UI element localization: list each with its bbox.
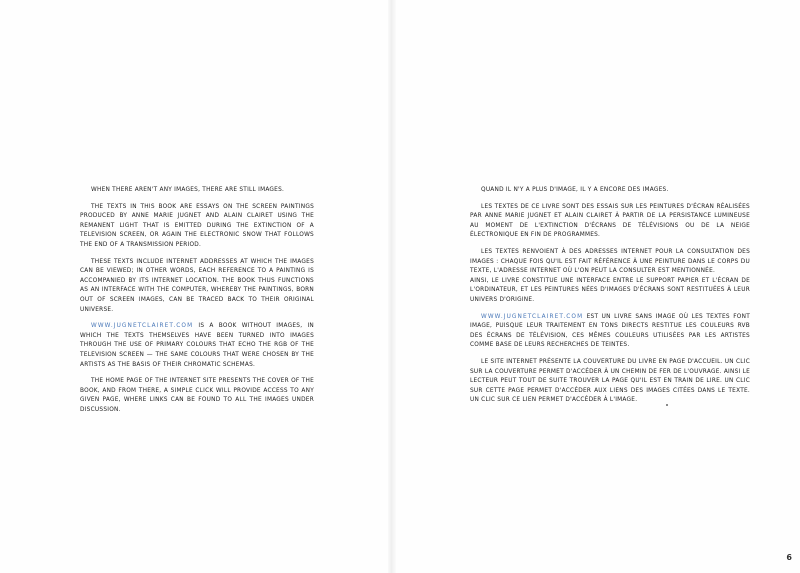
left-page — [0, 0, 388, 573]
french-paragraph-4: LE SITE INTERNET PRÉSENTE LA COUVERTURE DU LIVRE EN PAGE D'ACCUEIL. UN CLIC SUR LA COUVERTURE PERMET D'ACCÉDER À UN CHEMIN DE FER DE L'OUVRAGE. AINSI LE LECTEUR PEUT TOUT DE SUITE TROUVER LA PAGE QU'IL EST EN TRAIN DE LIRE. UN CLIC SUR CETTE PAGE PERMET D'ACCÉDER AUX LIENS DES IMAGES CITÉES DANS LE TEXTE. UN CLIC SUR CE LIEN PERMET D'ACCÉDER À L'IMAGE. — [470, 358, 750, 404]
book-gutter — [388, 0, 396, 573]
paper-speck — [666, 404, 668, 406]
english-intro: WHEN THERE AREN'T ANY IMAGES, THERE ARE STILL IMAGES. — [91, 187, 285, 193]
french-paragraph-3 — [470, 313, 750, 351]
page-number: 6 — [786, 553, 792, 562]
french-text-block — [470, 186, 750, 413]
right-page — [396, 0, 800, 573]
english-paragraph-1: THE TEXTS IN THIS BOOK ARE ESSAYS ON THE SCREEN PAINTINGS PRODUCED BY ANNE MARIE JUGNET AND ALAIN CLAIRET USING THE REMANENT LIGHT THAT IS EMITTED DURING THE EXTINCTION OF A TELEVISION SCREEN, OR AGAIN THE ELECTRONIC SNOW THAT FOLLOWS THE END OF A TRANSMISSION PERIOD. — [80, 203, 314, 248]
french-intro: QUAND IL N'Y A PLUS D'IMAGE, IL Y A ENCORE DES IMAGES. — [481, 187, 669, 193]
french-paragraph-2b: AINSI, LE LIVRE CONSTITUE UNE INTERFACE ENTRE LE SUPPORT PAPIER ET L'ÉCRAN DE L'ORDINATEUR, ET LES PEINTURES NÉES D'IMAGES D'ÉCRANS SONT RESTITUÉES À LEUR UNIVERS D'ORIGINE. — [470, 277, 750, 303]
english-text-block — [80, 186, 314, 422]
english-paragraph-3-text: IS A BOOK WITHOUT IMAGES, IN WHICH THE TEXTS THEMSELVES HAVE BEEN TURNED INTO IMAGES THROUGH THE USE OF PRIMARY COLOURS THAT ECHO THE RGB OF THE TELEVISION SCREEN — THE SAME COLOURS THAT WERE CHOSEN BY THE ARTISTS AS THE BASIS OF THEIR CHROMATIC SCHEMAS. — [80, 323, 314, 368]
website-link[interactable]: WWW.JUGNETCLAIRET.COM — [91, 323, 194, 330]
english-paragraph-4: THE HOME PAGE OF THE INTERNET SITE PRESENTS THE COVER OF THE BOOK, AND FROM THERE, A SIMPLE CLICK WILL PROVIDE ACCESS TO ANY GIVEN PAGE, WHERE LINKS CAN BE FOUND TO ALL THE IMAGES UNDER DISCUSSION. — [80, 378, 314, 413]
english-paragraph-2: THESE TEXTS INCLUDE INTERNET ADDRESSES AT WHICH THE IMAGES CAN BE VIEWED; IN OTHER WORDS, EACH REFERENCE TO A PAINTING IS ACCOMPANIED BY ITS INTERNET LOCATION. THE BOOK THUS FUNCTIONS AS AN INTERFACE WITH THE COMPUTER, WHEREBY THE PAINTINGS, BORN OUT OF SCREEN IMAGES, CAN BE TRACED BACK TO THEIR ORIGINAL UNIVERSE. — [80, 258, 314, 313]
english-paragraph-3 — [80, 322, 314, 370]
website-link-fr[interactable]: WWW.JUGNETCLAIRET.COM — [481, 313, 584, 320]
french-paragraph-1: LES TEXTES DE CE LIVRE SONT DES ESSAIS SUR LES PEINTURES D'ÉCRAN RÉALISÉES PAR ANNE MARIE JUGNET ET ALAIN CLAIRET À PARTIR DE LA PERSISTANCE LUMINEUSE AU MOMENT DE L'EXTINCTION D'ÉCRANS DE TÉLÉVISIONS OU DE LA NEIGE ÉLECTRONIQUE EN FIN DE PROGRAMMES. — [470, 203, 750, 239]
french-paragraph-3-text: EST UN LIVRE SANS IMAGE OÙ LES TEXTES FONT IMAGE, PUISQUE LEUR TRAITEMENT EN TONS DIRECTS RESTITUE LES COULEURS RVB DES ÉCRANS DE TÉLÉVISION, CES MÊMES COULEURS UTILISÉES PAR LES ARTISTES COMME BASE DE LEURS RECHERCHES DE TEINTES. — [470, 313, 750, 349]
french-paragraph-2a: LES TEXTES RENVOIENT À DES ADRESSES INTERNET POUR LA CONSULTATION DES IMAGES : CHAQUE FOIS QU'IL EST FAIT RÉFÉRENCE À UNE PEINTURE DANS LE CORPS DU TEXTE, L'ADRESSE INTERNET OÙ L'ON PEUT LA CONSULTER EST MENTIONNÉE. — [470, 248, 750, 275]
